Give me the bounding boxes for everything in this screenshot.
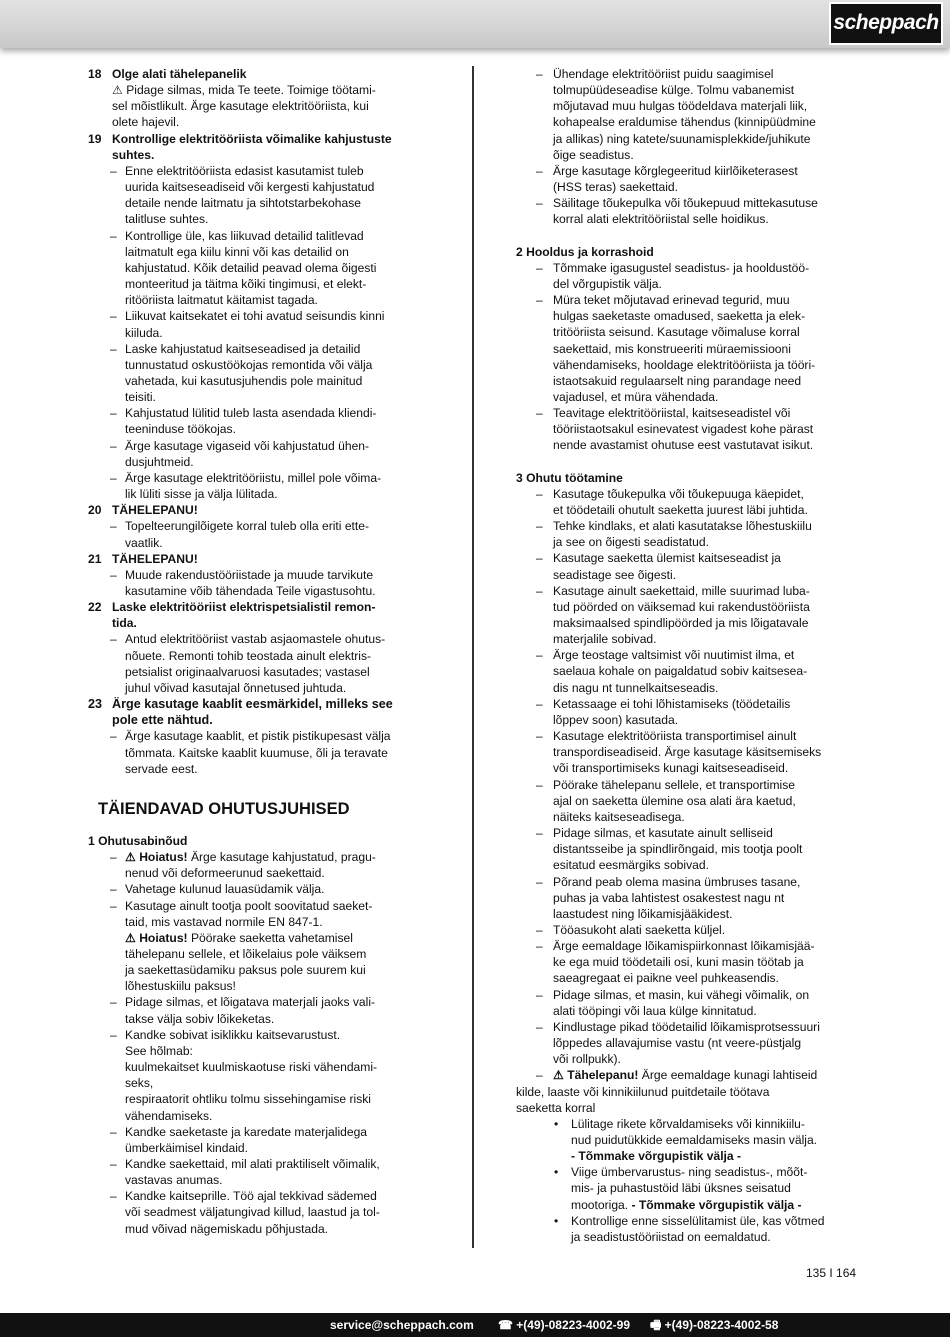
text-line: – Ärge kasutage vigaseid või kahjustatud ühen- — [125, 438, 370, 453]
text-line: uurida kaitseseadiseid või kergesti kahjustatud — [125, 180, 375, 195]
text-line: – Tööasukoht alati saeketta küljel. — [553, 922, 726, 937]
text-line: ⚠ Pidage silmas, mida Te teete. Toimige töötami- — [112, 83, 376, 98]
text-line: lõppev soon) kasutada. — [553, 712, 679, 727]
text-line: istaotsakuid regulaarselt ning parandage need — [553, 373, 802, 388]
brand-logo: scheppach — [829, 2, 943, 45]
list-item-19 — [88, 131, 438, 163]
text-line: respiraatorit ohtliku tolmu sissehingamise riski — [125, 1092, 371, 1107]
list-item-20 — [88, 502, 438, 518]
text-line: – Vahetage kulunud lauasüdamik välja. — [125, 882, 325, 897]
dash-item — [88, 438, 438, 470]
dash-item — [88, 631, 438, 696]
text-line: lik lüliti sisse ja välja lülitada. — [125, 487, 278, 502]
dash-item — [88, 994, 438, 1026]
item-number: 22 — [88, 600, 102, 615]
text-line: maksimaalsed spindlipöörded ja mis lõigatavale — [553, 616, 809, 630]
list-item-22 — [88, 599, 438, 631]
text-line: kiiluda. — [125, 325, 163, 340]
text-line: – Ühendage elektritööriist puidu saagimisel — [553, 67, 774, 81]
text-line: – Pidage silmas, et masin, kui vähegi võimalik, on — [553, 987, 810, 1002]
text-span: mootoriga. — [571, 1197, 632, 1212]
bullet-item — [516, 1213, 868, 1245]
text-line: vähendamiseks, hooldage elektritööriista ja tööri- — [553, 357, 816, 372]
text-line: mõjutavad muu hulgas töödeldava materjali liik, — [553, 99, 808, 114]
text-line: transpordiseadiseid. Ärge kasutage käsitsemiseks — [553, 745, 822, 760]
dash-item — [88, 405, 438, 437]
text-line: nõuete. Remonti tohib teostada ainult elektris- — [125, 648, 372, 663]
dash-item — [516, 583, 868, 648]
text-line: – Topelteerungilõigete korral tuleb olla eriti ette- — [125, 519, 370, 534]
text-line: – Kasutage ainult saekettaid, mille suurimad luba- — [553, 583, 810, 598]
bullet-item — [516, 1116, 868, 1164]
dash-item — [88, 1188, 438, 1236]
item-title: Laske elektritööriist elektrispetsialistil remon- — [112, 600, 376, 615]
column-divider — [472, 66, 474, 1248]
item-title: suhtes. — [112, 147, 155, 162]
text-line: – Muude rakendustööriistade ja muude tarvikute — [125, 567, 374, 582]
text-line: olete hajevil. — [112, 115, 180, 130]
text-line: monteeritud ja täitma kõiki tingimusi, et elekt- — [125, 277, 367, 292]
text-line: laastudest ning lõikamisjääkidest. — [553, 906, 733, 921]
dash-item — [516, 777, 868, 825]
text-line: laitmatult ega kiilu kinni või kas detailid on — [125, 244, 349, 259]
text-line: tritööriista seisund. Kasutage võimaluse korral — [553, 325, 800, 340]
text-line: – Teavitage elektritööriistal, kaitseseadistel või — [553, 406, 791, 421]
text-line: tunnustatud oskustöökojas remontida või välja — [125, 357, 373, 372]
text-line: talitluse suhtes. — [125, 212, 209, 227]
dash-item — [516, 938, 868, 986]
text-line: puhas ja vaba lahtistest osakestest nagu nt — [553, 890, 785, 905]
dash-item — [516, 728, 868, 776]
text-line: hulgas saeketaste omadused, saeketta ja elek- — [553, 309, 806, 324]
text-line: saeketta korral — [516, 1100, 596, 1115]
text-line: tud pöörded on väiksemad kui rakendustööriista — [553, 599, 810, 614]
text-line: tööriistaotsakul esinevatest vigadest kohe pärast — [553, 422, 814, 437]
subsection-title: 3 Ohutu töötamine — [516, 470, 623, 485]
subsection-title: 2 Hooldus ja korrashoid — [516, 244, 654, 259]
item-title: Ärge kasutage kaablit eesmärkidel, milleks see — [112, 697, 393, 712]
subsection-title: 1 Ohutusabinõud — [88, 833, 188, 848]
text-line: • Kontrollige enne sisselülitamist üle, kas võtmed — [571, 1213, 825, 1228]
text-line: ümberkäimisel kindaid. — [125, 1140, 249, 1155]
text-line: – Tõmmake igasugustel seadistus- ja hooldustöö- — [553, 260, 810, 275]
warning-label: ⚠ Tähelepanu! — [553, 1068, 639, 1083]
text-line: ritööriista laitmatut käitamist tagada. — [125, 293, 318, 308]
dash-item — [516, 647, 868, 695]
item-title: Olge alati tähelepanelik — [112, 67, 247, 81]
dash-item — [516, 486, 868, 518]
text-line: vajadusel, et müra vähendada. — [553, 389, 719, 404]
item-number: 21 — [88, 551, 102, 566]
text-line: nenud või deformeerunud saekettaid. — [125, 866, 325, 881]
dash-item — [88, 308, 438, 340]
text-line: See hõlmab: — [125, 1043, 193, 1058]
text-line: või transportimiseks kunagi kaitseseadiseid. — [553, 761, 789, 776]
text-line: või seadmest väljatungivad killud, laastud ja tol- — [125, 1205, 380, 1220]
item-title: TÄHELEPANU! — [112, 551, 198, 566]
footer-phone: ☎ +(49)-08223-4002-99 — [498, 1318, 631, 1332]
dash-item — [88, 849, 438, 881]
text-line: ajal on saeketta ülemine osa alati ära kaetud, — [553, 793, 796, 808]
text-line: õige seadistus. — [553, 147, 634, 162]
text-line: teeninduse töökojas. — [125, 422, 236, 437]
dash-item — [516, 696, 868, 728]
dash-item — [516, 1067, 868, 1083]
text-line: näiteks kaitseseadisega. — [553, 809, 685, 824]
dash-item — [88, 228, 438, 309]
text-line: servade eest. — [125, 761, 198, 776]
footer-bar — [0, 1313, 950, 1337]
text-line: kilde, laaste või kinnikiilunud puitdetaile töötava — [516, 1084, 770, 1099]
text-line — [571, 1197, 868, 1213]
footer-fax: 🖷 +(49)-08223-4002-58 — [650, 1318, 779, 1332]
text-line: – Enne elektritööriista edasist kasutamist tuleb — [125, 163, 364, 178]
text-line: – Põrand peab olema masina ümbruses tasane, — [553, 874, 801, 889]
item-title: pole ette nähtud. — [112, 713, 213, 728]
text-line: – Liikuvat kaitsekatet ei tohi avatud seisundis kinni — [125, 309, 385, 324]
item-title: TÄHELEPANU! — [112, 503, 198, 518]
dash-item — [516, 163, 868, 195]
text-line: – Kahjustatud lülitid tuleb lasta asendada kliendi- — [125, 406, 377, 421]
text-line: • Lülitage rikete kõrvaldamiseks või kinnikiilu- — [571, 1116, 805, 1131]
dash-item — [516, 292, 868, 405]
dash-item — [516, 405, 868, 453]
text-line: nende avastamist ohutuse eest vastutavat isikut. — [553, 438, 814, 453]
text-line: tähelepanu sellele, et lõikelaius pole väiksem — [125, 946, 367, 961]
text-line: (HSS teras) saekettaid. — [553, 180, 679, 195]
text-line: – Ärge teostage valtsimist või nuutimist ilma, et — [553, 648, 795, 663]
dash-item — [88, 567, 438, 599]
dash-item — [88, 1027, 438, 1124]
dash-item — [88, 341, 438, 406]
item-number: 23 — [88, 697, 103, 712]
text-line: petsialist originaalvaruosi kasutades; vastasel — [125, 664, 370, 679]
dash-item — [88, 163, 438, 228]
text-line: ja seadistustööriistad on eemaldatud. — [571, 1229, 771, 1244]
text-line: – Müra teket mõjutavad erinevad tegurid, muu — [553, 293, 790, 308]
text-line: takse välja sobiv lõikeketas. — [125, 1011, 275, 1026]
text-line: seadistage see õigesti. — [553, 567, 677, 582]
text-line: ja allikas) ning katete/suunamisplekkide/juhikute — [553, 131, 811, 146]
header-band — [0, 0, 950, 48]
dash-item — [516, 518, 868, 550]
text-line: tolmupüüdeseadise külge. Tolmu vabanemist — [553, 83, 795, 98]
text-line: – Kandke saekettaid, mil alati praktiliselt võimalik, — [125, 1157, 380, 1171]
item-number: 20 — [88, 503, 102, 518]
text-span: Ärge kasutage kahjustatud, pragu- — [187, 850, 376, 865]
dash-item — [516, 922, 868, 938]
text-line: – Kandke kaitseprille. Töö ajal tekkivad sädemed — [125, 1189, 377, 1204]
dash-item — [88, 1156, 438, 1188]
dash-item — [516, 987, 868, 1019]
warning-label: ⚠ Hoiatus! — [125, 850, 188, 865]
dash-item — [516, 66, 868, 163]
text-line: ja saekettasüdamiku paksus pole suurem kui — [125, 963, 366, 978]
list-item-18 — [88, 66, 438, 131]
text-line: – Laske kahjustatud kaitseseadised ja detailid — [125, 341, 361, 356]
text-span: - Tõmmake võrgupistik välja - — [631, 1197, 802, 1212]
dash-item — [516, 195, 868, 227]
text-span: Pöörake saeketta vahetamisel — [187, 930, 353, 945]
text-line: • Viige ümbervarustus- ning seadistus-, mõõt- — [571, 1165, 808, 1180]
text-line: – Kasutage tõukepulka või tõukepuuga käepidet, — [553, 486, 804, 501]
text-line: del võrgupistik välja. — [553, 276, 662, 291]
text-line: sel mõistlikult. Ärge kasutage elektritööriista, kui — [112, 99, 369, 114]
text-line: ja see on õigesti seadistatud. — [553, 535, 709, 550]
text-line: – Ärge kasutage kaablit, et pistik pistikupesast välja — [125, 729, 391, 744]
text-line: – Kontrollige üle, kas liikuvad detailid talitlevad — [125, 228, 364, 243]
text-line: detaile nende laitmatu ja sihtotstarbekohase — [125, 196, 361, 211]
text-line: nud puidutükkide eemaldamiseks masin välja. — [571, 1133, 818, 1147]
dash-item — [516, 1019, 868, 1067]
text-line: saekettaid, mis konstrueeriti müraemissiooni — [553, 341, 791, 356]
page-number: 135 I 164 — [806, 1266, 857, 1280]
text-line: esitatud eesmärgiks sobivad. — [553, 858, 709, 873]
text-line: seks, — [125, 1076, 154, 1091]
text-line: – Kindlustage pikad töödetailid lõikamisprotsessuuri — [553, 1019, 820, 1034]
text-line: kasutamine võib tähendada Teile vigastusohtu. — [125, 584, 376, 598]
text-line: või rollpukk). — [553, 1052, 621, 1067]
text-line: dis nagu nt tunnelkaitseseadis. — [553, 680, 719, 695]
text-line: dusjuhtmeid. — [125, 454, 194, 469]
text-line: – Tehke kindlaks, et alati kasutatakse lõhestuskiilu — [553, 519, 812, 534]
left-column — [88, 66, 438, 1237]
text-line: – Ärge eemaldage lõikamispiirkonnast lõikamisjää- — [553, 939, 815, 954]
text-line: – Ärge kasutage elektritööriistu, millel pole võima- — [125, 470, 382, 485]
text-line: materjalile sobivad. — [553, 632, 657, 647]
dash-item — [516, 260, 868, 292]
dash-item — [516, 550, 868, 582]
text-line: kahjustatud. Kõik detailid peavad olema õigesti — [125, 260, 377, 275]
text-line: – Kandke sobivat isiklikku kaitsevarustust. — [125, 1027, 341, 1042]
text-line — [125, 930, 438, 946]
text-line: kuulmekaitset kuulmiskaotuse riski vähendami- — [125, 1060, 378, 1075]
text-line: vahetada, kui kasutusjuhendis pole mainitud — [125, 373, 363, 388]
text-line: – Ärge kasutage kõrglegeeritud kiirlõiketerasest — [553, 163, 798, 178]
text-line: lõppedes allavajumise vastu (nt veere-püstjalg — [553, 1036, 802, 1051]
text-span: Ärge eemaldage kunagi lahtiseid — [638, 1068, 818, 1083]
dash-item — [88, 881, 438, 897]
item-number: 19 — [88, 131, 102, 146]
text-line: mud võivad nägemiskadu põhjustada. — [125, 1221, 329, 1236]
item-title: tida. — [112, 616, 137, 631]
dash-item — [88, 898, 438, 995]
text-line: – Kandke saeketaste ja karedate materjalidega — [125, 1124, 368, 1139]
text-line: – Pidage silmas, et lõigatava materjali jaoks vali- — [125, 995, 376, 1010]
text-line: mis- ja puhastustöid läbi üksnes seisatud — [571, 1181, 791, 1196]
text-line: et töödetaili ohutult saeketta juurest läbi juhtida. — [553, 502, 808, 517]
list-item-21 — [88, 551, 438, 567]
text-line: vaatlik. — [125, 535, 163, 550]
text-line — [125, 849, 438, 865]
text-line: – Pidage silmas, et kasutate ainult selliseid — [553, 826, 773, 841]
text-line: – Ketassaage ei tohi lõhistamiseks (töödetailis — [553, 696, 791, 711]
text-line: – Säilitage tõukepulka või tõukepuud mittekasutuse — [553, 196, 818, 211]
item-number: 18 — [88, 67, 102, 81]
dash-item — [88, 1124, 438, 1156]
text-line: teisiti. — [125, 390, 156, 405]
text-line: kohapealse eraldumise tähendus (kinnipüüdmine — [553, 115, 816, 130]
dash-item — [516, 874, 868, 922]
text-line: - Tõmmake võrgupistik välja - — [571, 1149, 742, 1164]
section-title: TÄIENDAVAD OHUTUSJUHISED — [98, 799, 350, 818]
footer-email[interactable]: service@scheppach.com — [330, 1318, 474, 1332]
text-line — [553, 1067, 868, 1083]
right-column — [516, 66, 868, 1245]
dash-item — [88, 518, 438, 550]
text-line: – Kasutage saeketta ülemist kaitseseadist ja — [553, 551, 781, 566]
list-item-23 — [88, 696, 438, 728]
dash-item — [88, 728, 438, 776]
dash-item — [88, 470, 438, 502]
item-title: Kontrollige elektritööriista võimalike kahjustuste — [112, 131, 392, 146]
warning-label: ⚠ Hoiatus! — [125, 930, 188, 945]
text-line: vastavas anumas. — [125, 1173, 223, 1188]
text-line: lõhestuskiilu paksus! — [125, 979, 236, 994]
text-line: vähendamiseks. — [125, 1108, 213, 1123]
text-line: – Kasutage ainult tootja poolt soovitatud saeket- — [125, 898, 373, 913]
dash-item — [516, 825, 868, 873]
text-line: juhul võivad kasutajal õnnetused juhtuda. — [125, 680, 347, 695]
text-line: distantsseibe ja spindlirõngaid, mis tootja poolt — [553, 842, 803, 857]
text-line: taid, mis vastavad normile EN 847-1. — [125, 914, 323, 929]
text-line: tõmmata. Kaitske kaablit kuumuse, õli ja teravate — [125, 745, 388, 760]
text-line: saeagregaat ei paikne veel puhkeasendis. — [553, 971, 779, 986]
text-line: – Kasutage elektritööriista transportimisel ainult — [553, 729, 797, 744]
bullet-item — [516, 1164, 868, 1212]
text-line: – Pöörake tähelepanu sellele, et transportimise — [553, 777, 796, 792]
text-line: saelaua kohale on paigaldatud sobiv kaitsesea- — [553, 664, 808, 679]
text-block — [516, 1084, 868, 1116]
text-line: ke ega muid töödetaili osi, kuni masin töötab ja — [553, 955, 804, 970]
text-line: – Antud elektritööriist vastab asjaomastele ohutus- — [125, 632, 386, 647]
text-line: alati tööpingi või laua külge kinnitatud. — [553, 1003, 757, 1018]
text-line: korral alati elektritööriistal selle hoidikus. — [553, 212, 769, 227]
